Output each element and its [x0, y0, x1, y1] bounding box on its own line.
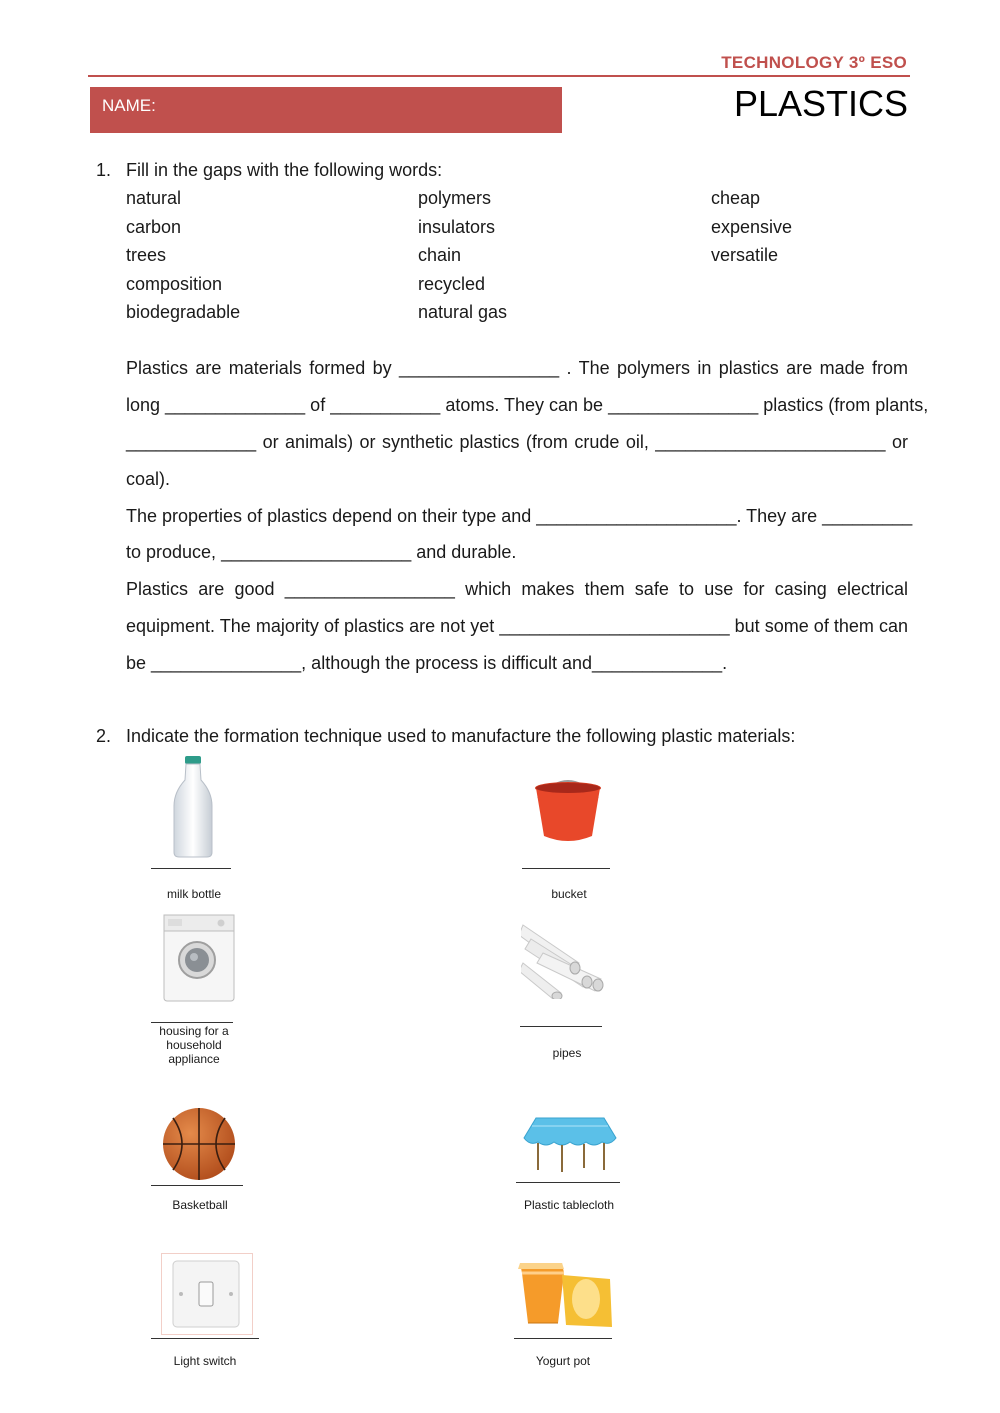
- item-caption: Plastic tablecloth: [523, 1198, 615, 1212]
- word-bank-item: versatile: [711, 245, 779, 265]
- cloze-line: The properties of plastics depend on their type and ____________________. They are _________: [126, 506, 913, 526]
- cloze-line: Plastics are materials formed by ________________ . The polymers in plastics are made from: [126, 358, 908, 378]
- question-2-number: 2.: [96, 726, 112, 746]
- page-title: PLASTICS: [733, 83, 908, 124]
- answer-line[interactable]: [151, 868, 231, 869]
- word-bank-item: carbon: [126, 217, 182, 237]
- item-caption: Basketball: [172, 1198, 228, 1212]
- yogurt-pot-image: [518, 1259, 614, 1331]
- cloze-line: be _______________, although the process is difficult and_____________.: [126, 653, 728, 673]
- word-bank-item: natural gas: [418, 302, 508, 322]
- washing-machine-image: [163, 914, 235, 1002]
- word-bank-item: insulators: [418, 217, 496, 237]
- word-bank-item: composition: [126, 274, 223, 294]
- cloze-line: to produce, ___________________ and durable.: [126, 542, 517, 562]
- word-bank-item: natural: [126, 188, 182, 208]
- item-caption: milk bottle: [166, 887, 222, 901]
- name-label: NAME:: [102, 96, 156, 115]
- question-2-instruction: Indicate the formation technique used to manufacture the following plastic materials:: [126, 726, 796, 746]
- cloze-line: Plastics are good _________________ which makes them safe to use for casing electrical: [126, 579, 908, 599]
- question-1-number: 1.: [96, 160, 112, 180]
- cloze-line: coal).: [126, 469, 171, 489]
- cloze-line: _____________ or animals) or synthetic plastics (from crude oil, _______________________ or: [126, 432, 908, 452]
- answer-line[interactable]: [151, 1185, 243, 1186]
- word-bank-item: biodegradable: [126, 302, 241, 322]
- word-bank-item: chain: [418, 245, 462, 265]
- answer-line[interactable]: [151, 1338, 259, 1339]
- word-bank-item: expensive: [711, 217, 793, 237]
- answer-line[interactable]: [151, 1022, 233, 1023]
- basketball-image: [161, 1106, 237, 1182]
- item-caption: pipes: [552, 1046, 582, 1060]
- item-caption: Yogurt pot: [535, 1354, 591, 1368]
- word-bank-item: trees: [126, 245, 167, 265]
- course-label: TECHNOLOGY 3º ESO: [721, 53, 907, 72]
- word-bank-item: polymers: [418, 188, 492, 208]
- pipes-image: [521, 919, 605, 999]
- header-rule: [88, 75, 910, 77]
- item-caption: Light switch: [173, 1354, 237, 1368]
- word-bank-item: recycled: [418, 274, 486, 294]
- milk-bottle-image: [168, 756, 218, 858]
- answer-line[interactable]: [514, 1338, 612, 1339]
- item-caption: housing for a household appliance: [159, 1024, 229, 1066]
- bucket-image: [532, 776, 604, 844]
- item-caption: bucket: [551, 887, 587, 901]
- answer-line[interactable]: [520, 1026, 602, 1027]
- name-field[interactable]: [90, 87, 562, 133]
- cloze-line: equipment. The majority of plastics are not yet _______________________ but some of them can: [126, 616, 908, 636]
- tablecloth-image: [522, 1116, 618, 1174]
- answer-line[interactable]: [516, 1182, 620, 1183]
- light-switch-image: [161, 1253, 253, 1335]
- cloze-line: long ______________ of ___________ atoms. They can be _______________ plastics (from plants,: [126, 395, 929, 415]
- word-bank-item: cheap: [711, 188, 761, 208]
- question-1-instruction: Fill in the gaps with the following words:: [126, 160, 443, 180]
- answer-line[interactable]: [522, 868, 610, 869]
